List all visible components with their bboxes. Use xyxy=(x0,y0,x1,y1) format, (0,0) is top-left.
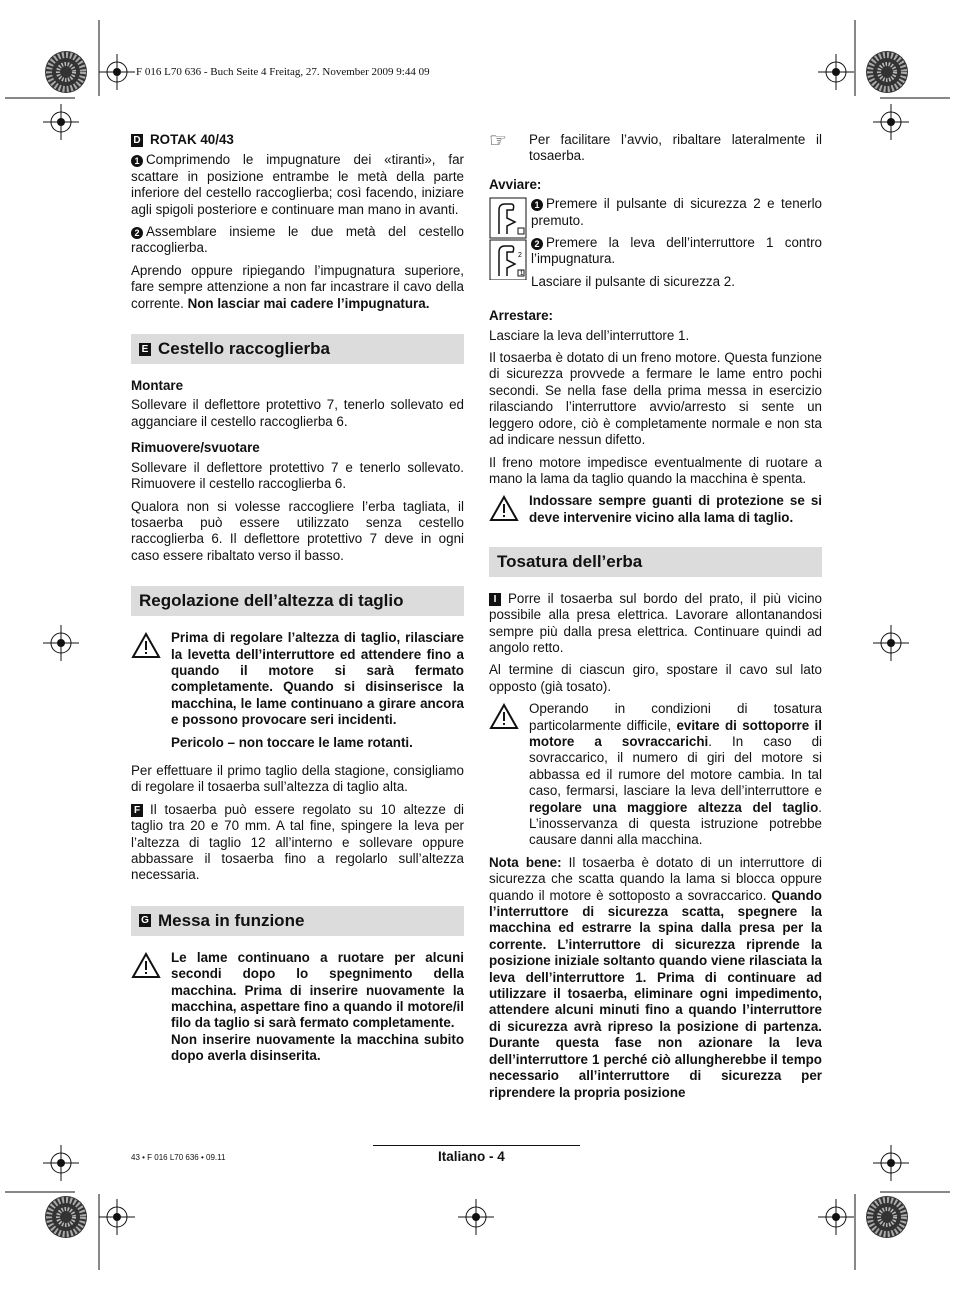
footer-code: 43 • F 016 L70 636 • 09.11 xyxy=(131,1153,226,1162)
nota-bene: Nota bene: Il tosaerba è dotato di un interruttore di sicurezza che scatta quando la lama si blocca oppure quando il motore è sottoposto a sovraccarico. Quando l’interruttore di sicurezza scatta, spegnere la macchina ed estrarre la spina dalla presa per la corrente. L’interruttore di sicurezza riprende la posizione iniziale soltanto quando viene rilasciata la leva dell’interruttore 1. Prima di continuare ad utilizzare il tosaerba, eliminare ogni impedimento, attendere alcuni minuti fino a quando l’interruttore di sicurezza avrà ripreso la posizione di partenza. Durante questa fase non azionare la leva dell’interruttore 1 perché ciò allungherebbe il tempo necessario all’interruttore di sicurezza per riprendere la propria posizione xyxy=(489,854,822,1100)
rotak-paragraph-2: 2 Assemblare insieme le due metà del cestello raccoglierba. xyxy=(131,224,464,256)
figure-tag-f: F xyxy=(131,804,143,817)
warning-sovraccarico: Operando in condizioni di tosatura particolarmente difficile, evitare di sottoporre il motore a sovraccarichi. In caso di sovraccarico, il numero di giri del motore si abbassa ed il rumore del motore cambia. In tal caso, fermarsi, lasciare la leva dell’interruttore e regolare una maggiore altezza del taglio. L’inosservanza di questa istruzione potrebbe causare danni alla macchina. xyxy=(489,701,822,849)
svg-text:2: 2 xyxy=(518,252,522,260)
subheading-avviare: Avviare: xyxy=(489,176,542,192)
arrestare-text: Lasciare la leva dell’interruttore 1. xyxy=(489,327,690,343)
figure-tag-e: E xyxy=(139,343,151,356)
section-header-cestello: E Cestello raccoglierba xyxy=(131,334,464,364)
subheading-rimuovere: Rimuovere/svuotare xyxy=(131,440,260,456)
warning-guanti: Indossare sempre guanti di protezione se si deve intervenire vicino alla lama di taglio. xyxy=(489,493,822,526)
warning-icon xyxy=(131,632,161,659)
per-text: Per effettuare il primo taglio della stagione, consigliamo di regolare il tosaerba sull’altezza di taglio alta. xyxy=(131,762,464,795)
rotak-paragraph-1: 1 Comprimendo le impugnature dei «tiranti», far scattare in posizione entrambe le metà della parte inferiore del cestello raccoglierba; così facendo, iniziare agli spigoli posteriore e continuare man mano in avanti. xyxy=(131,152,464,217)
switch-figure-icon xyxy=(489,196,527,280)
rimuovere-text: Sollevare il deflettore protettivo 7 e tenerlo sollevato. Rimuovere il cestello raccoglierba 6. xyxy=(131,459,464,492)
svg-text:1: 1 xyxy=(520,271,524,278)
freno-text-1: Il tosaerba è dotato di un freno motore. Questa funzione di sicurezza provvede a fermare le lame entro pochi secondi. Se nella fase della prima messa in esercizio rilasciando l’interruttore avvio/arresto si sente un leggero odore, ciò è completamente normale e non sta ad indicare nessun difetto. xyxy=(489,350,822,448)
warning-messa: Le lame continuano a ruotare per alcuni secondi dopo lo spegnimento della macchina. Prima di inserire nuovamente la macchina, aspettare fino a quando il motore/il filo da taglio si sarà fermato completamente. Non inserire nuovamente la macchina subito dopo averla disinserita. xyxy=(131,950,464,1065)
start-instructions xyxy=(489,196,822,296)
step-number: 1 xyxy=(131,155,143,167)
porre-text: I Porre il tosaerba sul bordo del prato, il più vicino possibile alla presa elettrica. Lavorare allontanandosi sempre più dalla presa elettrica. Continuare quindi ad angolo retto. xyxy=(489,590,822,655)
subheading-montare: Montare xyxy=(131,378,184,394)
pericolo-text: Pericolo – non toccare le lame rotanti. xyxy=(171,734,413,750)
warning-icon xyxy=(489,495,519,522)
pointing-hand-icon: ☞ xyxy=(489,130,507,152)
figure-tag-d: D xyxy=(131,134,143,147)
rotak-paragraph-3: Aprendo oppure ripiegando l’impugnatura superiore, fare sempre attenzione a non far incastrare il cavo della corrente. Non lasciar mai cadere l’impugnatura. xyxy=(131,262,464,311)
print-header: F 016 L70 636 - Buch Seite 4 Freitag, 27. November 2009 9:44 09 xyxy=(136,66,430,78)
qualora-text: Qualora non si volesse raccogliere l’erba tagliata, il tosaerba può essere utilizzato senza cestello raccoglierba 6. Il deflettore protettivo 7 deve in ogni caso essere ribaltato verso il basso. xyxy=(131,498,464,563)
section-header-tosatura: Tosatura dell’erba xyxy=(489,547,822,577)
page-number: Italiano - 4 xyxy=(438,1149,505,1164)
figure-tag-i: I xyxy=(489,593,501,606)
f-text: F Il tosaerba può essere regolato su 10 altezze di taglio tra 20 e 70 mm. A tal fine, spingere la leva per l’altezza di taglio 12 all’interno e sollevare oppure abbassare il tosaerba fino a regolarlo sull’altezza necessaria. xyxy=(131,801,464,883)
section-header-messa: G Messa in funzione xyxy=(131,906,464,936)
warning-icon xyxy=(131,952,161,979)
subheading-arrestare: Arrestare: xyxy=(489,308,554,324)
step-2: 2 Premere la leva dell’interruttore 1 contro l’impugnatura. xyxy=(531,235,822,267)
footer-rule xyxy=(373,1145,580,1146)
freno-text-2: Il freno motore impedisce eventualmente di ruotare a mano la lama da taglio quando la macchina è spenta. xyxy=(489,454,822,486)
termine-text: Al termine di ciascun giro, spostare il cavo sul lato opposto (già tosato). xyxy=(489,662,822,694)
left-column xyxy=(131,132,464,1071)
warning-regolazione: Prima di regolare l’altezza di taglio, rilasciare la levetta dell’interruttore ed attendere fino a quando il motore si sarà fermato completamente. Quando si disinserisce la macchina, le lame continuano a girare ancora e possono provocare seri incidenti. Pericolo – non toccare le lame rotanti. xyxy=(131,630,464,757)
right-column xyxy=(489,132,822,1107)
step-number: 2 xyxy=(131,227,143,239)
step-3: Lasciare il pulsante di sicurezza 2. xyxy=(531,273,735,289)
montare-text: Sollevare il deflettore protettivo 7, tenerlo sollevato ed agganciare il cestello raccoglierba 6. xyxy=(131,397,464,429)
rotak-title: ROTAK 40/43 xyxy=(150,132,234,147)
step-1: 1 Premere il pulsante di sicurezza 2 e tenerlo premuto. xyxy=(531,196,822,228)
figure-tag-g: G xyxy=(139,914,151,927)
warning-icon xyxy=(489,703,519,730)
section-header-regolazione: Regolazione dell’altezza di taglio xyxy=(131,586,464,616)
note-avvio: ☞ Per facilitare l’avvio, ribaltare lateralmente il tosaerba. xyxy=(489,130,822,164)
